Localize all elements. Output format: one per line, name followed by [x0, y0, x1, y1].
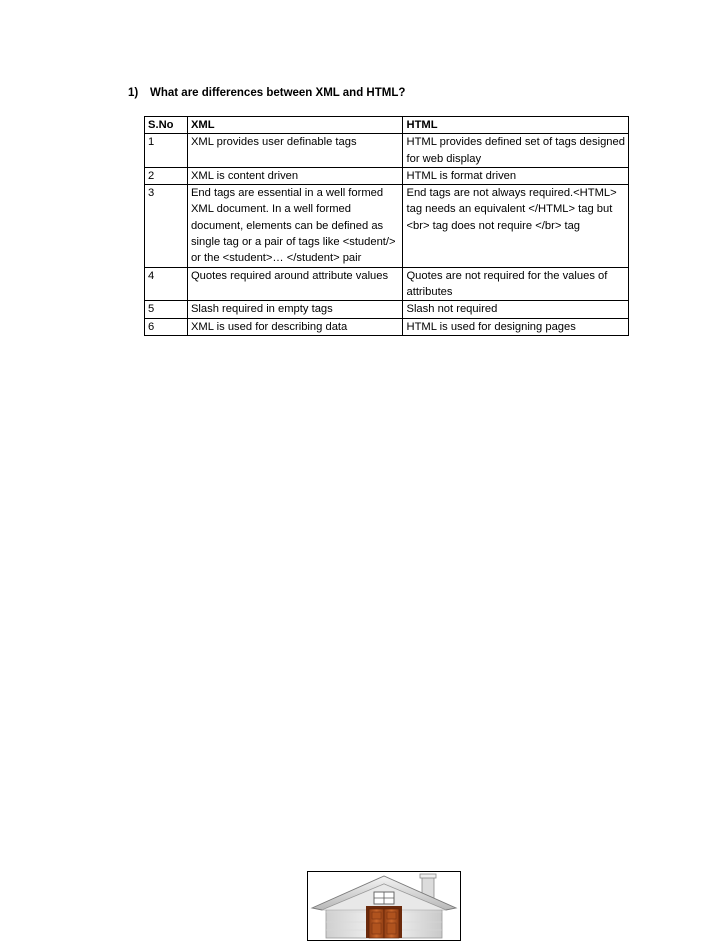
cell-html: HTML provides defined set of tags designed for web display [403, 134, 629, 168]
home-link[interactable] [307, 871, 461, 941]
header-sno: S.No [145, 117, 188, 134]
header-html: HTML [403, 117, 629, 134]
cell-sno: 5 [145, 301, 188, 318]
cell-sno: 3 [145, 185, 188, 267]
cell-sno: 6 [145, 318, 188, 335]
cell-xml: Slash required in empty tags [187, 301, 403, 318]
cell-xml: End tags are essential in a well formed XML document. In a well formed document, elements can be defined as single tag or a pair of tags like <student/> or the <student>… </student> pair [187, 185, 403, 267]
table-row [145, 134, 629, 168]
question-heading [128, 87, 405, 99]
header-xml: XML [187, 117, 403, 134]
cell-html: End tags are not always required.<HTML> tag needs an equivalent </HTML> tag but <br> tag does not require </br> tag [403, 185, 629, 267]
cell-xml: XML is used for describing data [187, 318, 403, 335]
cell-xml: XML provides user definable tags [187, 134, 403, 168]
comparison-table [144, 116, 629, 336]
cell-html: HTML is used for designing pages [403, 318, 629, 335]
home-icon [308, 872, 460, 940]
table-header-row [145, 117, 629, 134]
cell-html: Quotes are not required for the values of attributes [403, 267, 629, 301]
question-text: What are differences between XML and HTML? [150, 87, 406, 99]
table-row [145, 185, 629, 267]
table-row [145, 167, 629, 184]
cell-html: HTML is format driven [403, 167, 629, 184]
table-row [145, 318, 629, 335]
cell-sno: 4 [145, 267, 188, 301]
cell-xml: Quotes required around attribute values [187, 267, 403, 301]
question-number: 1) [128, 87, 139, 99]
cell-sno: 1 [145, 134, 188, 168]
cell-xml: XML is content driven [187, 167, 403, 184]
cell-html: Slash not required [403, 301, 629, 318]
table-row [145, 301, 629, 318]
table-row [145, 267, 629, 301]
cell-sno: 2 [145, 167, 188, 184]
